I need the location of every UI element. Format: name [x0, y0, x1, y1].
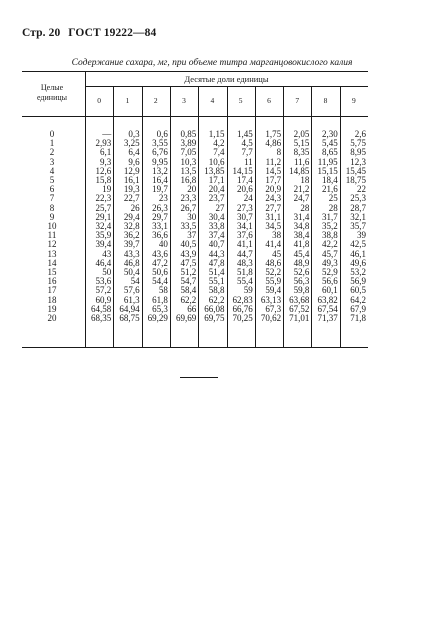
row-label: 14 [47, 257, 57, 268]
table-cell: 69,75 [204, 313, 225, 323]
column-header: 5 [238, 96, 243, 105]
table-cell: 39 [356, 230, 366, 241]
table-cell: 53,2 [350, 267, 366, 277]
header-rule [22, 116, 368, 117]
table-cell: 62,2 [180, 294, 197, 305]
table-cell: 51,8 [237, 267, 253, 277]
row-label: 11 [47, 230, 57, 241]
row-label: 5 [49, 175, 55, 185]
table-cell: 22,3 [95, 193, 112, 204]
table-cell: 25,3 [350, 193, 366, 204]
table-cell: 30,7 [237, 211, 253, 222]
table-cell: 35,9 [95, 230, 112, 241]
table-cell: 51,2 [180, 267, 197, 277]
row-label: 2 [49, 147, 55, 158]
table-cell: 29,1 [95, 211, 112, 222]
table-cell: 60,9 [95, 294, 112, 305]
table-cell: 5,45 [321, 138, 338, 149]
table-cell: 32,8 [123, 221, 140, 231]
table-cell: 20,6 [237, 184, 253, 195]
row-label: 1 [49, 138, 55, 149]
table-cell: 38,4 [293, 230, 310, 241]
table-cell: 4,5 [241, 138, 253, 149]
table-cell: 48,6 [265, 257, 282, 268]
table-cell: 55,4 [237, 276, 253, 287]
table-cell: 10,6 [208, 156, 225, 167]
table-cell: 16,1 [123, 175, 140, 185]
table-cell: 18,4 [321, 175, 338, 185]
table-cell: 46,4 [95, 257, 112, 268]
table-cell: 21,6 [321, 184, 338, 195]
table-cell: 43,6 [152, 248, 168, 259]
table-cell: 35,2 [321, 221, 338, 231]
table-cell: 49,3 [321, 257, 338, 268]
table-cell: 61,8 [152, 294, 168, 305]
table-cell: 2,05 [293, 129, 310, 139]
table-cell: 64,94 [119, 303, 140, 314]
row-label: 20 [47, 313, 57, 323]
table-cell: 31,1 [265, 211, 282, 222]
table-cell: 66,76 [232, 303, 253, 314]
table-cell: 40 [158, 239, 168, 250]
table-cell: 26,3 [152, 202, 168, 213]
table-cell: 27,7 [265, 202, 282, 213]
table-cell: 28 [300, 202, 310, 213]
table-cell: 17,1 [208, 175, 225, 185]
table-cell: 6,76 [152, 147, 168, 158]
table-cell: 35,7 [350, 221, 366, 231]
table-cell: 54,7 [180, 276, 197, 287]
standard-designation: ГОСТ 19222—84 [68, 27, 157, 39]
table-cell: 9,6 [128, 156, 140, 167]
table-cell: 16,8 [180, 175, 197, 185]
table-cell: 54,4 [152, 276, 168, 287]
row-label: 3 [49, 156, 55, 167]
table-cell: 3,25 [123, 138, 140, 149]
table-cell: 23 [158, 193, 168, 204]
row-label: 13 [47, 248, 57, 259]
table-cell: 7,4 [213, 147, 225, 158]
table-cell: 43,3 [123, 248, 140, 259]
table-cell: 34,1 [237, 221, 253, 231]
table-cell: 1,15 [208, 129, 225, 139]
table-cell: 8 [276, 147, 282, 158]
row-label: 8 [49, 202, 55, 213]
row-label: 6 [49, 184, 55, 195]
table-cell: 14,85 [289, 165, 310, 176]
row-label: 19 [47, 303, 57, 314]
table-cell: 36,6 [152, 230, 168, 241]
table-cell: 26 [130, 202, 140, 213]
table-cell: 15,8 [95, 175, 112, 185]
table-cell: 9,3 [100, 156, 112, 167]
column-header: 7 [295, 96, 300, 105]
table-cell: 48,3 [237, 257, 253, 268]
table-cell: 3,55 [152, 138, 168, 149]
table-cell: 19,7 [152, 184, 168, 195]
column-header: 0 [97, 96, 102, 105]
table-cell: 56,3 [293, 276, 310, 287]
sugar-table [22, 71, 368, 348]
table-cell: 32,1 [350, 211, 366, 222]
table-cell: 57,2 [95, 285, 112, 296]
table-cell: 17,7 [265, 175, 282, 185]
table-cell: 2,93 [95, 138, 112, 149]
table-cell: 53,6 [95, 276, 112, 287]
table-cell: 58,8 [208, 285, 225, 296]
table-cell: 30 [187, 211, 197, 222]
table-cell: 61,3 [123, 294, 140, 305]
table-cell: 67,3 [265, 303, 282, 314]
table-cell: 42,5 [350, 239, 366, 250]
table-cell: 47,2 [152, 257, 168, 268]
table-cell: 24,7 [293, 193, 310, 204]
table-cell: 34,5 [265, 221, 282, 231]
table-cell: 6,4 [128, 147, 140, 158]
table-cell: 45,4 [293, 248, 310, 259]
table-cell: 56,6 [321, 276, 338, 287]
table-cell: 70,62 [260, 313, 282, 323]
table-cell: 43 [102, 248, 112, 259]
table-cell: 45 [272, 248, 282, 259]
table-cell: 66,08 [204, 303, 225, 314]
table-cell: 68,35 [91, 313, 112, 323]
table-cell: 40,5 [180, 239, 197, 250]
table-cell: 60,1 [321, 285, 338, 296]
table-cell: 31,4 [293, 211, 310, 222]
column-header: 1 [125, 96, 130, 105]
table-cell: 6,1 [100, 147, 112, 158]
page-label: Стр. 20 [22, 27, 61, 39]
row-label: 9 [49, 211, 55, 222]
table-cell: 2,6 [354, 129, 366, 139]
table-cell: 58 [158, 285, 168, 296]
row-label: 10 [47, 221, 57, 231]
table-cell: 59,4 [265, 285, 282, 296]
table-cell: 37,4 [208, 230, 225, 241]
table-cell: 50,6 [152, 267, 168, 277]
table-cell: 11,6 [293, 156, 310, 167]
table-cell: 36,2 [123, 230, 140, 241]
table-cell: 23,7 [208, 193, 225, 204]
table-cell: 59 [243, 285, 253, 296]
table-cell: 57,6 [123, 285, 140, 296]
table-cell: 38,8 [321, 230, 338, 241]
table-cell: 51,4 [208, 267, 225, 277]
table-cell: 11 [244, 156, 253, 167]
table-cell: 66 [187, 303, 197, 314]
table-cell: 27 [215, 202, 225, 213]
table-cell: 31,7 [321, 211, 338, 222]
table-cell: 20,4 [208, 184, 225, 195]
table-cell: 67,9 [350, 303, 366, 314]
table-cell: 52,2 [265, 267, 282, 277]
table-cell: 65,3 [152, 303, 168, 314]
table-cell: 9,95 [152, 156, 168, 167]
table-cell: 62,83 [232, 294, 253, 305]
table-cell: 3,89 [180, 138, 197, 149]
table-cell: 33,1 [152, 221, 168, 231]
table-cell: 67,52 [289, 303, 310, 314]
table-cell: 64,2 [350, 294, 366, 305]
table-cell: 55,9 [265, 276, 282, 287]
table-cell: 18,75 [345, 175, 366, 185]
table-cell: 50,4 [123, 267, 140, 277]
row-label: 17 [47, 285, 57, 296]
table-cell: 28 [328, 202, 338, 213]
table-cell: 46,8 [123, 257, 140, 268]
table-cell: 26,7 [180, 202, 197, 213]
end-rule [180, 377, 218, 378]
table-cell: 29,7 [152, 211, 168, 222]
table-cell: 37 [187, 230, 197, 241]
table-cell: 25,7 [95, 202, 112, 213]
table-cell: 20 [187, 184, 197, 195]
table-cell: 14,15 [232, 165, 253, 176]
table-cell: 11,2 [265, 156, 282, 167]
table-cell: 60,5 [350, 285, 366, 296]
table-cell: 13,85 [204, 165, 225, 176]
table-cell: 0,85 [180, 129, 197, 139]
table-cell: 71,01 [289, 313, 310, 323]
table-cell: 58,4 [180, 285, 197, 296]
table-cell: — [102, 129, 112, 139]
table-cell: 25 [328, 193, 338, 204]
table-cell: 23,3 [180, 193, 197, 204]
table-cell: 64,58 [91, 303, 112, 314]
table-cell: 28,7 [350, 202, 366, 213]
column-header: 9 [351, 96, 356, 105]
table-cell: 13,2 [152, 165, 168, 176]
table-cell: 24 [243, 193, 253, 204]
row-label: 18 [47, 294, 57, 305]
table-cell: 38 [272, 230, 282, 241]
table-cell: 46,1 [350, 248, 366, 259]
table-cell: 67,54 [317, 303, 338, 314]
table-cell: 70,25 [232, 313, 253, 323]
page-header [22, 27, 161, 39]
table-cell: 47,8 [208, 257, 225, 268]
table-cell: 42,2 [321, 239, 338, 250]
column-header: 4 [210, 96, 215, 105]
column-header: 6 [267, 96, 271, 105]
table-cell: 27,3 [237, 202, 253, 213]
table-cell: 7,7 [241, 147, 253, 158]
table-cell: 34,8 [293, 221, 310, 231]
table-cell: 15,15 [317, 165, 338, 176]
table-cell: 7,05 [180, 147, 197, 158]
table-cell: 54 [130, 276, 140, 287]
table-cell: 15,45 [345, 165, 366, 176]
row-label: 7 [49, 193, 55, 204]
table-cell: 18 [300, 175, 310, 185]
table-cell: 41,4 [265, 239, 282, 250]
table-cell: 41,1 [237, 239, 253, 250]
column-header: 8 [323, 96, 328, 105]
table-cell: 20,9 [265, 184, 282, 195]
table-cell: 13,5 [180, 165, 197, 176]
row-label: 4 [49, 165, 55, 176]
row-label: 12 [47, 239, 57, 250]
table-cell: 24,3 [265, 193, 282, 204]
table-cell: 44,3 [208, 248, 225, 259]
table-cell: 37,6 [237, 230, 253, 241]
table-cell: 39,7 [123, 239, 140, 250]
table-cell: 29,4 [123, 211, 140, 222]
table-cell: 68,75 [119, 313, 140, 323]
column-header: 2 [153, 96, 158, 105]
table-cell: 41,8 [293, 239, 310, 250]
table-cell: 8,95 [350, 147, 366, 158]
row-label: 15 [47, 267, 57, 277]
table-cell: 39,4 [95, 239, 112, 250]
stub-header: Целые единицы [36, 83, 67, 102]
table-cell: 52,6 [293, 267, 310, 277]
table-cell: 19 [102, 184, 112, 195]
table-cell: 49,6 [350, 257, 366, 268]
table-cell: 5,15 [293, 138, 310, 149]
table-cell: 0,6 [156, 129, 168, 139]
table-cell: 0,3 [128, 129, 140, 139]
table-cell: 33,8 [208, 221, 225, 231]
table-cell: 16,4 [152, 175, 168, 185]
table-cell: 8,35 [293, 147, 310, 158]
table-cell: 17,4 [237, 175, 253, 185]
table-cell: 52,9 [321, 267, 338, 277]
table-cell: 22,7 [123, 193, 140, 204]
table-cell: 71,37 [317, 313, 338, 323]
table-cell: 5,75 [350, 138, 366, 149]
column-header: 3 [182, 96, 186, 105]
table-cell: 4,2 [213, 138, 225, 149]
table-cell: 63,13 [260, 294, 282, 305]
table-caption: Содержание сахара, мг, при объеме титра марганцовокислого калия [71, 58, 353, 68]
table-cell: 48,9 [293, 257, 310, 268]
table-cell: 40,7 [208, 239, 225, 250]
table-cell: 8,65 [321, 147, 338, 158]
table-cell: 22 [356, 184, 366, 195]
table-cell: 32,4 [95, 221, 112, 231]
table-cell: 1,45 [237, 129, 253, 139]
table-cell: 50 [102, 267, 112, 277]
table-cell: 30,4 [208, 211, 225, 222]
table-cell: 69,69 [175, 313, 197, 323]
table-cell: 62,2 [208, 294, 225, 305]
span-header: Десятые доли единицы [184, 74, 269, 84]
table-cell: 44,7 [237, 248, 253, 259]
table-cell: 14,5 [265, 165, 282, 176]
table-cell: 19,3 [123, 184, 140, 195]
table-cell: 4,86 [265, 138, 282, 149]
table-cell: 55,1 [208, 276, 225, 287]
table-cell: 47,5 [180, 257, 197, 268]
table-cell: 11,95 [317, 156, 338, 167]
table-cell: 69,29 [147, 313, 168, 323]
row-label: 0 [49, 129, 55, 139]
table-cell: 21,2 [293, 184, 310, 195]
table-cell: 59,8 [293, 285, 310, 296]
table-cell: 71,8 [350, 313, 366, 323]
table-cell: 43,9 [180, 248, 197, 259]
table-cell: 12,9 [123, 165, 140, 176]
table-cell: 12,3 [350, 156, 366, 167]
table-cell: 63,82 [317, 294, 338, 305]
table-cell: 45,7 [321, 248, 338, 259]
table-cell: 33,5 [180, 221, 197, 231]
table-cell: 12,6 [95, 165, 112, 176]
table-cell: 56,9 [350, 276, 366, 287]
table-cell: 10,3 [180, 156, 197, 167]
table-cell: 1,75 [265, 129, 282, 139]
table-cell: 63,68 [289, 294, 310, 305]
table-cell: 2,30 [321, 129, 338, 139]
row-label: 16 [47, 276, 57, 287]
